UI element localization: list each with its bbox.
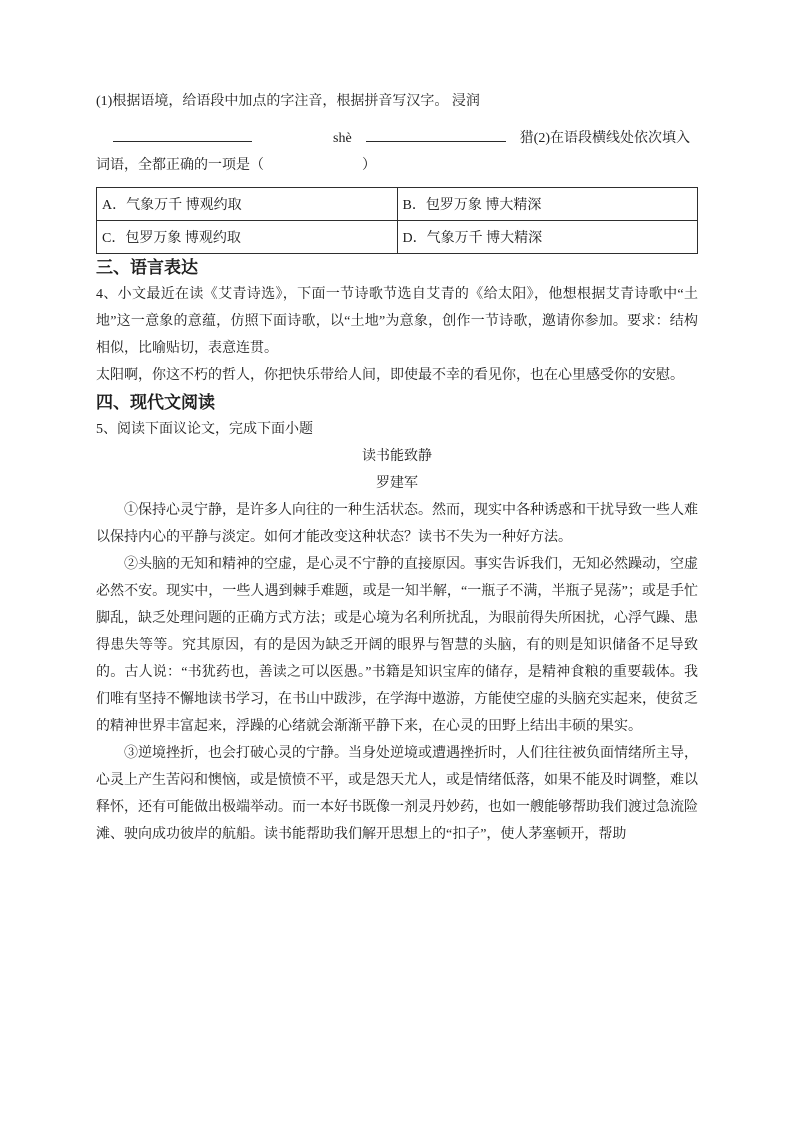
q5-text: 5、阅读下面议论文，完成下面小题 xyxy=(96,422,313,437)
essay-paragraph-2: ②头脑的无知和精神的空虚，是心灵不宁静的直接原因。事实告诉我们，无知必然躁动，空虚必然不安。现实中，一些人遇到棘手难题，或是一知半解，“一瓶子不满，半瓶子晃荡”；或是手忙脚乱，缺乏处理问题的正确方式方法；或是心境为名利所扰乱，为眼前得失所困扰，心浮气躁、患得患失等等。究其原因，有的是因为缺乏开阔的眼界与智慧的头脑，有的则是知识储备不足导致的。古人说：“书犹药也，善读之可以医愚。”书籍是知识宝库的储存，是精神食粮的重要载体。我们唯有坚持不懈地读书学习，在书山中跋涉，在学海中遨游，方能使空虚的头脑充实起来，使贫乏的精神世界丰富起来，浮躁的心绪就会渐渐平静下来，在心灵的田野上结出丰硕的果实。 xyxy=(96,557,698,734)
pinyin-hint: shè xyxy=(333,131,352,146)
q1-blank-row xyxy=(96,125,698,152)
essay-author: 罗建军 xyxy=(376,476,418,491)
section-heading-reading: 四、现代文阅读 xyxy=(96,393,215,412)
q1-after-blanks: 猎(2)在语段横线处依次填入 xyxy=(519,131,690,146)
option-d: D．气象万千 博大精深 xyxy=(397,221,698,254)
q4-example-poem: 太阳啊，你这不朽的哲人，你把快乐带给人间，即使最不幸的看见你，也在心里感受你的安慰。 xyxy=(96,368,684,383)
essay-paragraph-1: ①保持心灵宁静，是许多人向往的一种生活状态。然而，现实中各种诱惑和干扰导致一些人难以保持内心的平静与淡定。如何才能改变这种状态？读书不失为一种好方法。 xyxy=(96,503,698,545)
essay-paragraph-3: ③逆境挫折，也会打破心灵的宁静。当身处逆境或遭遇挫折时，人们往往被负面情绪所主导，心灵上产生苦闷和懊恼，或是愤愤不平，或是怨天尤人，或是情绪低落，如果不能及时调整，难以释怀，还有可能做出极端举动。而一本好书既像一剂灵丹妙药，也如一艘能够帮助我们渡过急流险滩、驶向成功彼岸的航船。读书能帮助我们解开思想上的“扣子”，使人茅塞顿开，帮助 xyxy=(96,746,698,842)
table-row xyxy=(97,188,698,221)
answer-blank-1 xyxy=(113,125,252,142)
options-table xyxy=(96,187,698,254)
section-heading-language: 三、语言表达 xyxy=(96,258,198,277)
option-b: B．包罗万象 博大精深 xyxy=(397,188,698,221)
q4-text: 4、小文最近在读《艾青诗选》，下面一节诗歌节选自艾青的《给太阳》，他想根据艾青诗歌中“土地”这一意象的意蕴，仿照下面诗歌，以“土地”为意象，创作一节诗歌，邀请你参加。要求：结构相似，比喻贴切，表意连贯。 xyxy=(96,287,698,356)
q1-intro: (1)根据语境，给语段中加点的字注音，根据拼音写汉字。 浸润 xyxy=(96,94,480,109)
q1-continuation: 词语，全都正确的一项是（ ） xyxy=(96,158,376,173)
answer-blank-2 xyxy=(366,125,506,142)
table-row xyxy=(97,221,698,254)
option-a: A．气象万千 博观约取 xyxy=(97,188,398,221)
option-c: C．包罗万象 博观约取 xyxy=(97,221,398,254)
essay-title: 读书能致静 xyxy=(362,449,432,464)
